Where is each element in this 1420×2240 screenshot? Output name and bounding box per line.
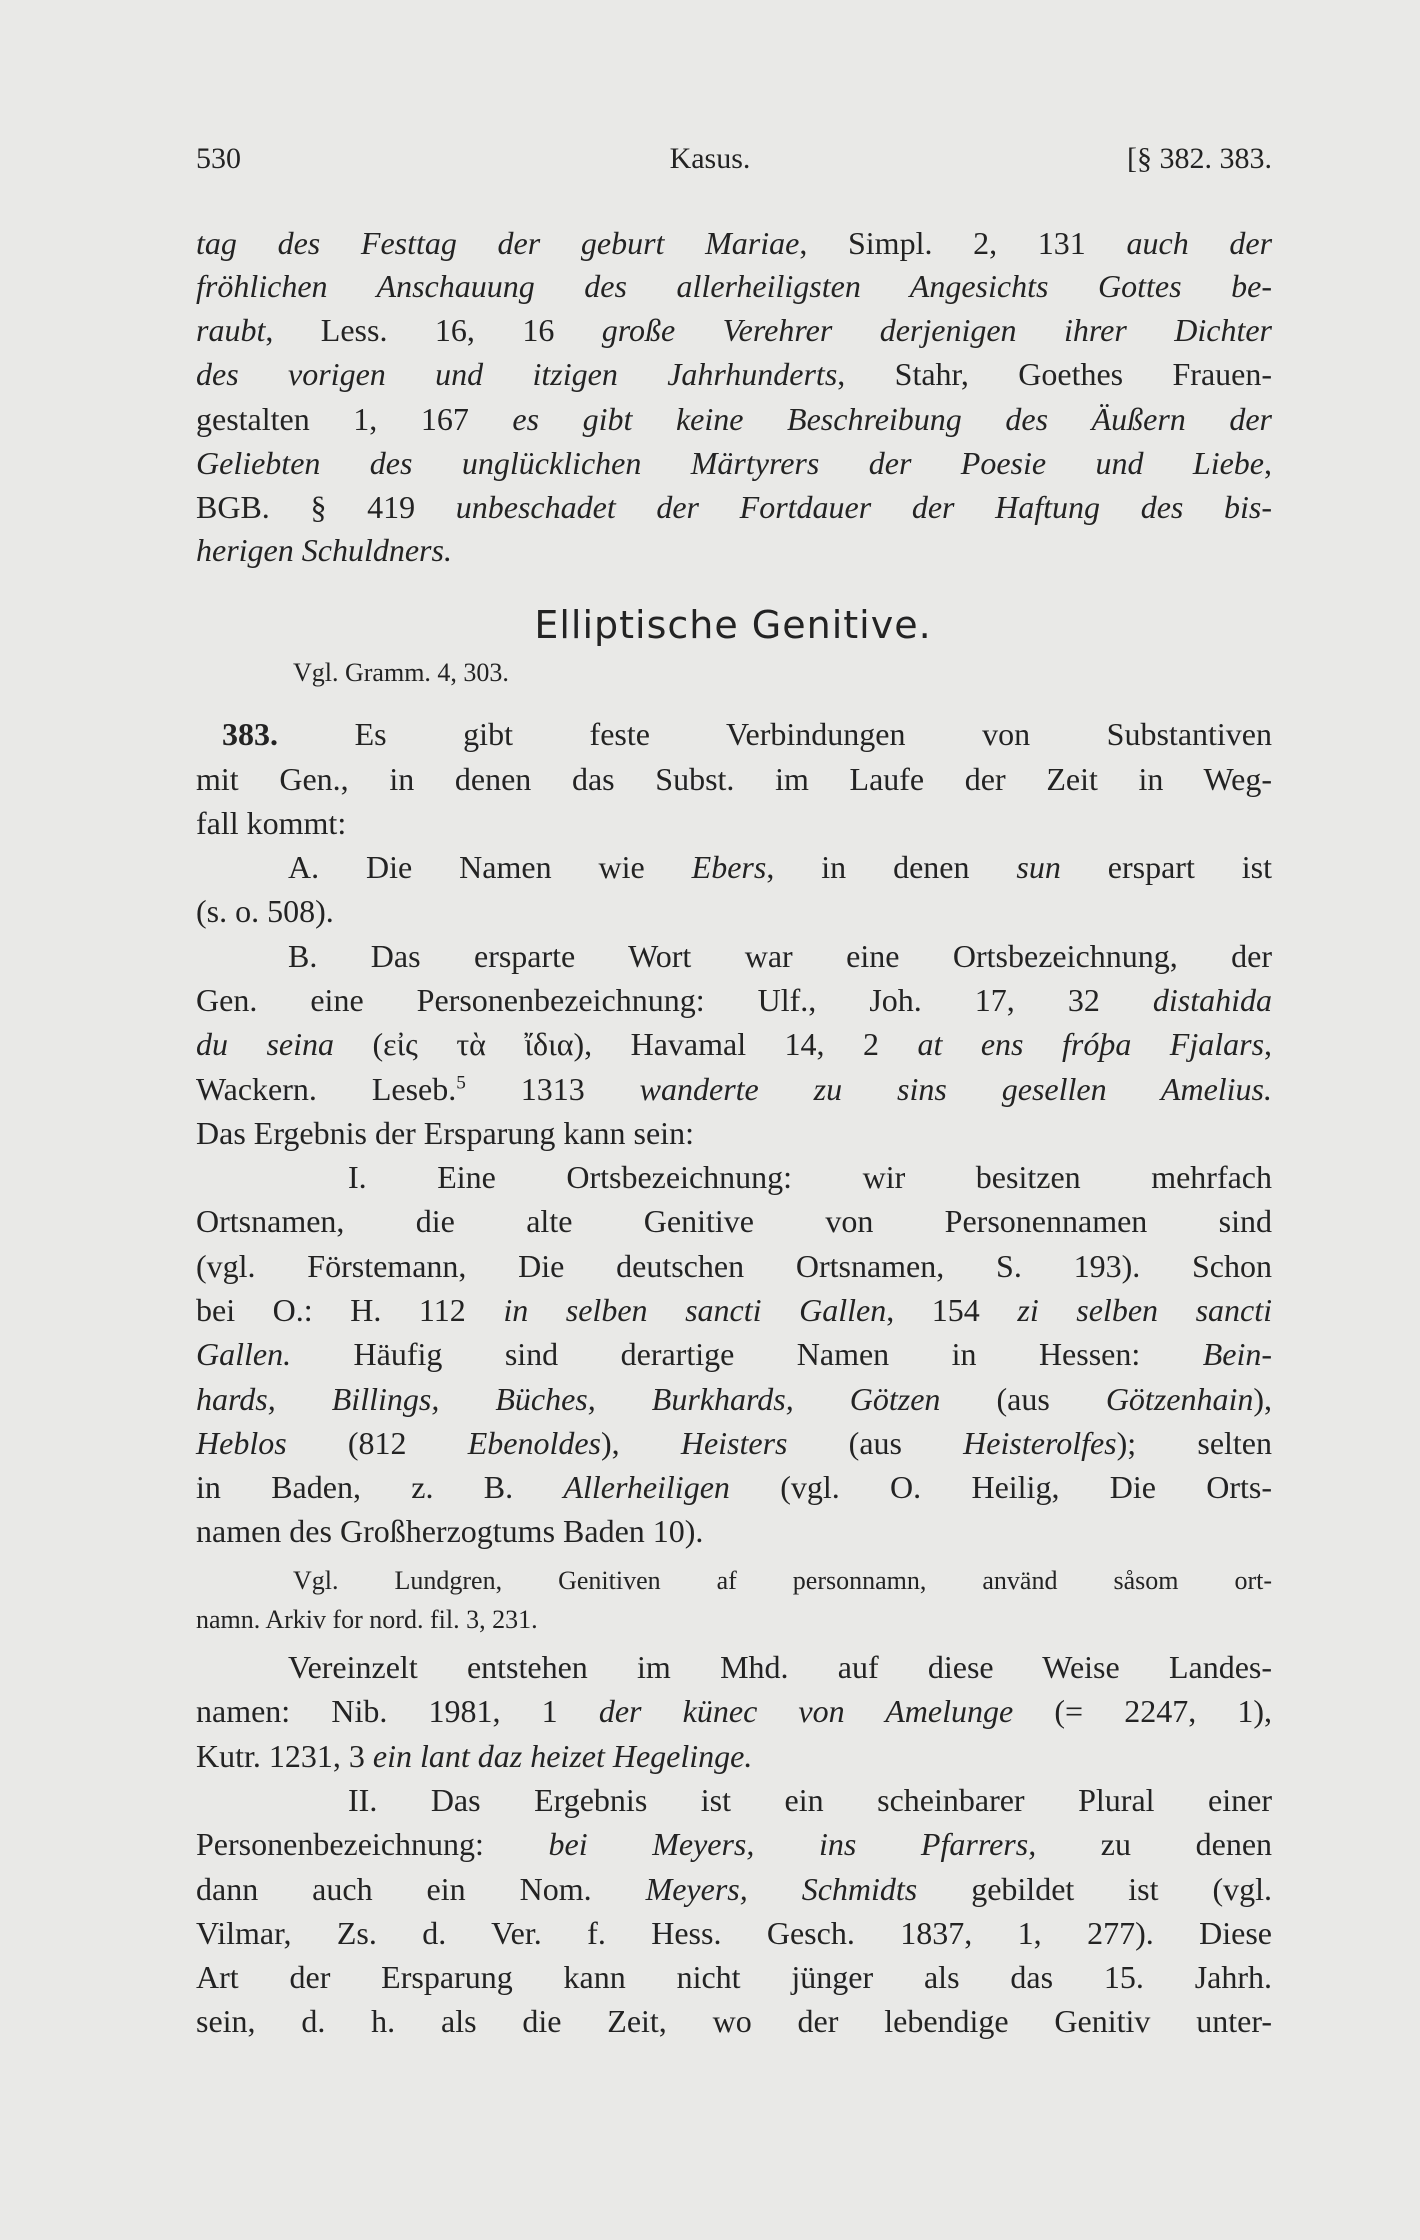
text-segment: (aus (940, 1380, 1106, 1417)
text-segment: mit Gen., in denen das Subst. im Laufe der Zeit in Weg- (196, 760, 1272, 797)
text-segment: , Simpl. 2, 131 (799, 224, 1127, 261)
text-line (196, 759, 1272, 799)
text-segment: , (1264, 1026, 1273, 1063)
italic-citation: Allerheiligen (563, 1469, 730, 1506)
text-segment: sein, d. h. als die Zeit, wo der lebendige Genitiv unter- (196, 2003, 1272, 2040)
italic-citation: Geliebten des unglücklichen Märtyrers der Poesie und Liebe (196, 444, 1264, 481)
text-line (196, 1824, 1272, 1864)
text-line (196, 354, 1272, 394)
text-segment: Art der Ersparung kann nicht jünger als das 15. Jahrh. (196, 1959, 1272, 1996)
text-segment: Wackern. Leseb. (196, 1070, 457, 1107)
text-segment: gebildet ist (vgl. (917, 1870, 1273, 1907)
text-line (196, 530, 1272, 570)
text-segment: namn. Arkiv for nord. fil. 3, 231. (196, 1605, 538, 1635)
text-line (196, 980, 1272, 1020)
text-line (196, 399, 1272, 439)
text-line (196, 1246, 1272, 1286)
text-segment: namen des Großherzogtums Baden 10). (196, 1513, 704, 1550)
text-line (196, 443, 1272, 483)
italic-citation: fröhlichen Anschauung des allerheiligsten Angesichts Gottes be- (196, 267, 1272, 304)
text-segment: Es gibt feste Verbindungen von Substantiven (278, 716, 1272, 753)
text-line (196, 1691, 1272, 1731)
italic-citation: Heisterolfes (963, 1424, 1117, 1461)
italic-citation: unbeschadet der Fortdauer der Haftung des bis- (455, 489, 1273, 526)
text-segment: (vgl. Förstemann, Die deutschen Ortsnamen, S. 193). Schon (196, 1247, 1272, 1284)
text-line (196, 1069, 1272, 1109)
text-segment: Ortsnamen, die alte Genitive von Personennamen sind (196, 1203, 1272, 1240)
section-reference: [§ 382. 383. (1127, 142, 1272, 175)
text-segment: A. Die Namen wie (288, 849, 692, 886)
text-segment: B. Das ersparte Wort war eine Ortsbezeichnung, der (288, 937, 1272, 974)
text-line (293, 653, 1272, 693)
text-line (196, 487, 1272, 527)
italic-citation: Heblos (196, 1424, 287, 1461)
text-segment: Vgl. Lundgren, Genitiven af personnamn, använd såsom ort- (293, 1566, 1272, 1596)
text-line (196, 1511, 1272, 1551)
text-line (196, 266, 1272, 306)
text-line (196, 223, 1272, 263)
text-line (348, 1157, 1272, 1197)
text-line (288, 936, 1272, 976)
text-line (196, 1467, 1272, 1507)
italic-citation: raubt (196, 312, 266, 348)
text-line (196, 1913, 1272, 1953)
text-segment: in Baden, z. B. (196, 1469, 564, 1506)
italic-citation: Götzenhain (1105, 1380, 1254, 1417)
text-segment: Gen. eine Personenbezeichnung: Ulf., Joh. 17, 32 (196, 982, 1153, 1019)
text-segment: (s. o. 508). (196, 893, 334, 930)
italic-citation: auch der (1126, 224, 1273, 261)
text-line (196, 1379, 1272, 1419)
text-line (196, 891, 1272, 931)
italic-citation: wanderte zu sins gesellen Amelius. (639, 1070, 1273, 1107)
text-segment: gestalten 1, 167 (196, 400, 513, 437)
italic-citation: zi selben sancti (1017, 1292, 1273, 1329)
italic-citation: distahida (1152, 982, 1272, 1019)
italic-citation: Bein- (1202, 1336, 1272, 1373)
italic-citation: herigen Schuldners. (196, 532, 452, 568)
text-segment: I. Eine Ortsbezeichnung: wir besitzen mehrfach (348, 1159, 1272, 1196)
italic-citation: Ebenoldes (467, 1424, 601, 1461)
text-segment: (aus (787, 1424, 964, 1461)
text-line (222, 714, 1272, 754)
text-line (293, 1561, 1272, 1601)
text-line (196, 1869, 1272, 1909)
text-segment: (εἰς τὰ ἴδια), Havamal 14, 2 (334, 1026, 918, 1063)
text-segment: Vilmar, Zs. d. Ver. f. Hess. Gesch. 1837, 1, 277). Diese (196, 1914, 1272, 1951)
italic-citation: Gallen. (196, 1336, 292, 1373)
italic-citation: sun (1016, 849, 1061, 886)
text-segment: , (1264, 444, 1272, 481)
text-line (288, 847, 1272, 887)
text-segment: (812 (286, 1424, 468, 1461)
text-segment: Vgl. Gramm. 4, 303. (293, 657, 509, 687)
running-title: Kasus. (669, 142, 751, 175)
section-heading: Elliptische Genitive. (534, 603, 932, 647)
text-line (196, 2001, 1272, 2041)
italic-citation: es gibt keine Beschreibung des Äußern der (512, 400, 1273, 437)
text-segment: dann auch ein Nom. (196, 1870, 646, 1907)
text-segment: (= 2247, 1), (1013, 1693, 1273, 1730)
italic-citation: große Verehrer derjenigen ihrer Dichter (601, 312, 1272, 348)
text-segment: 1313 (465, 1070, 640, 1107)
italic-citation: in selben sancti Gallen (503, 1292, 887, 1329)
text-segment: , in denen (766, 849, 1017, 886)
text-segment: BGB. § 419 (196, 489, 456, 526)
text-segment: (vgl. O. Heilig, Die Orts- (729, 1469, 1273, 1506)
text-segment: Kutr. 1231, 3 (196, 1737, 373, 1774)
text-segment: , 154 (886, 1292, 1018, 1329)
text-line (196, 1113, 1272, 1153)
text-line (196, 310, 1272, 350)
text-line (196, 1736, 1272, 1776)
text-segment: ); selten (1116, 1424, 1272, 1461)
text-segment: ), (1253, 1380, 1273, 1417)
text-segment: , Less. 16, 16 (265, 312, 602, 348)
italic-citation: Meyers, Schmidts (645, 1870, 918, 1907)
italic-citation: Ebers (691, 849, 767, 886)
text-line (196, 1290, 1272, 1330)
text-line (196, 1957, 1272, 1997)
text-line (196, 1600, 1272, 1640)
text-segment: ), (600, 1424, 681, 1461)
text-segment: 383. (222, 716, 278, 753)
italic-citation: ein lant daz heizet Hegelinge. (372, 1737, 753, 1774)
text-line (288, 1647, 1272, 1687)
text-line (348, 1780, 1272, 1820)
italic-citation: at ens fróþa Fjalars (917, 1026, 1265, 1063)
italic-citation: der künec von Amelunge (598, 1693, 1014, 1730)
text-segment: bei O.: H. 112 (196, 1292, 504, 1329)
italic-citation: Heisters (680, 1424, 788, 1461)
text-segment: 5 (456, 1071, 466, 1093)
text-segment: erspart ist (1060, 849, 1273, 886)
italic-citation: tag des Festtag der geburt Mariae (196, 224, 800, 261)
text-line (196, 1201, 1272, 1241)
italic-citation: du seina (196, 1026, 335, 1063)
text-segment: namen: Nib. 1981, 1 (196, 1693, 599, 1730)
text-segment: Das Ergebnis der Ersparung kann sein: (196, 1114, 694, 1151)
text-line (196, 803, 1272, 843)
text-line (196, 1024, 1272, 1064)
text-segment: , Stahr, Goethes Frauen- (837, 356, 1273, 393)
text-segment: fall kommt: (196, 804, 347, 841)
italic-citation: hards, Billings, Büches, Burkhards, Götzen (196, 1380, 941, 1417)
text-line (196, 1334, 1272, 1374)
italic-citation: bei Meyers, ins Pfarrers, (548, 1826, 1037, 1863)
text-segment: Häufig sind derartige Namen in Hessen: (291, 1336, 1203, 1373)
text-line (196, 1423, 1272, 1463)
text-segment: II. Das Ergebnis ist ein scheinbarer Plural einer (348, 1782, 1272, 1819)
text-segment: zu denen (1036, 1826, 1273, 1863)
text-segment: Personenbezeichnung: (196, 1826, 549, 1863)
page-number: 530 (196, 142, 241, 175)
italic-citation: des vorigen und itzigen Jahrhunderts (196, 356, 838, 393)
text-segment: Vereinzelt entstehen im Mhd. auf diese Weise Landes- (288, 1649, 1272, 1686)
